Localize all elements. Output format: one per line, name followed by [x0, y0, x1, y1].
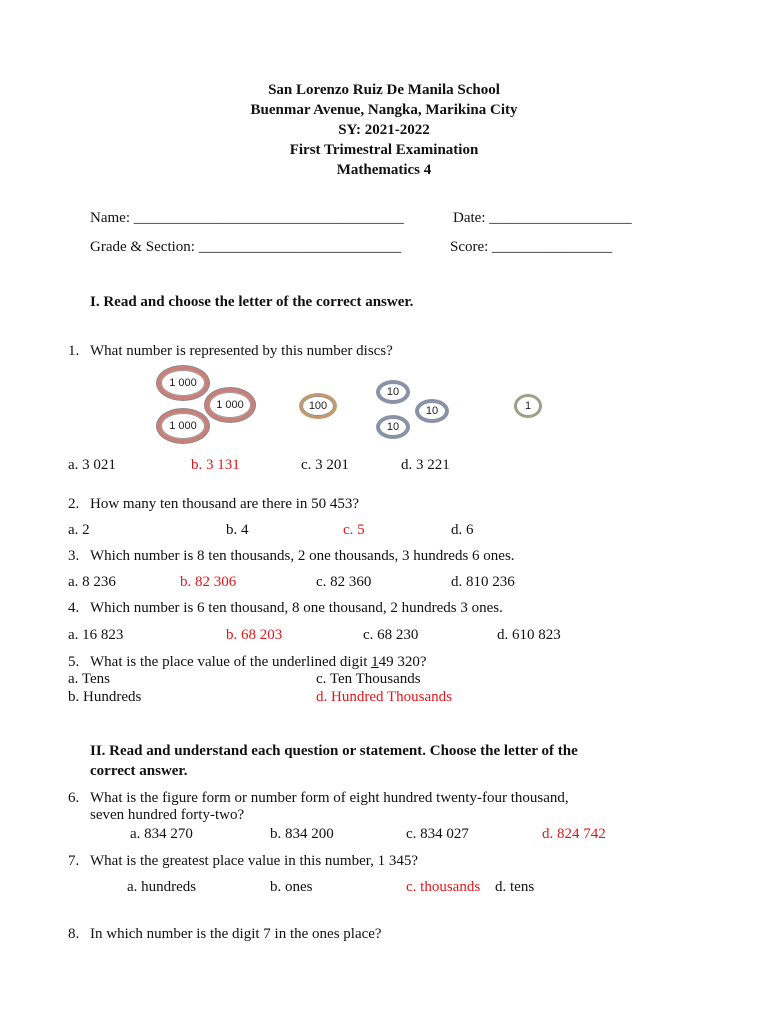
section-2-title-cont: correct answer. — [90, 763, 188, 779]
disc-thousand: 1 000 — [205, 388, 255, 422]
option-c[interactable]: c. 834 027 — [406, 826, 469, 842]
subject-title: Mathematics 4 — [336, 162, 432, 178]
option-b-answer[interactable]: b. 68 203 — [226, 627, 283, 643]
option-c-answer[interactable]: c. 5 — [343, 522, 365, 538]
question-text: What number is represented by this number discs? — [90, 343, 393, 359]
option-b[interactable]: b. ones — [270, 879, 313, 895]
option-d-answer[interactable]: d. Hundred Thousands — [316, 689, 452, 705]
option-c[interactable]: c. 68 230 — [363, 627, 419, 643]
section-2-title: II. Read and understand each question or statement. Choose the letter of the — [90, 743, 578, 759]
option-d-answer[interactable]: d. 824 742 — [542, 826, 606, 842]
disc-ten: 10 — [376, 380, 410, 404]
option-a[interactable]: a. 16 823 — [68, 627, 124, 643]
option-a[interactable]: a. 3 021 — [68, 457, 116, 473]
question-text: What is the figure form or number form of eight hundred twenty-four thousand, — [90, 790, 569, 806]
question-number: 2. — [68, 496, 80, 512]
option-d[interactable]: d. 810 236 — [451, 574, 515, 590]
score-field[interactable]: Score: ________________ — [450, 239, 613, 255]
disc-hundred: 100 — [299, 393, 337, 419]
option-a[interactable]: a. 2 — [68, 522, 90, 538]
option-c[interactable]: c. 3 201 — [301, 457, 349, 473]
disc-ten: 10 — [415, 399, 449, 423]
disc-thousand: 1 000 — [157, 409, 209, 443]
option-d[interactable]: d. 610 823 — [497, 627, 561, 643]
question-text: How many ten thousand are there in 50 453? — [90, 496, 360, 512]
option-b[interactable]: b. 834 200 — [270, 826, 334, 842]
question-text: What is the greatest place value in this number, 1 345? — [90, 853, 419, 869]
option-d[interactable]: d. 6 — [451, 522, 474, 538]
school-address: Buenmar Avenue, Nangka, Marikina City — [250, 102, 518, 118]
question-text: What is the place value of the underlined digit 149 320? — [90, 654, 427, 670]
question-number: 5. — [68, 654, 80, 670]
option-a[interactable]: a. 834 270 — [130, 826, 193, 842]
option-d[interactable]: d. tens — [495, 879, 535, 895]
question-number: 8. — [68, 926, 80, 942]
question-number: 6. — [68, 790, 80, 806]
question-number: 4. — [68, 600, 80, 616]
question-text: Which number is 6 ten thousand, 8 one thousand, 2 hundreds 3 ones. — [90, 600, 503, 616]
question-text-cont: seven hundred forty-two? — [90, 807, 245, 823]
underlined-digit: 1 — [371, 654, 379, 670]
question-number: 3. — [68, 548, 80, 564]
disc-thousand: 1 000 — [157, 366, 209, 400]
option-b[interactable]: b. 4 — [226, 522, 249, 538]
exam-header — [0, 80, 768, 180]
option-c-answer[interactable]: c. thousands — [406, 879, 481, 895]
school-year: SY: 2021-2022 — [338, 122, 430, 138]
option-c[interactable]: c. 82 360 — [316, 574, 372, 590]
option-c[interactable]: c. Ten Thousands — [316, 671, 421, 687]
section-1-title: I. Read and choose the letter of the correct answer. — [90, 294, 414, 310]
date-field[interactable]: Date: ___________________ — [453, 210, 632, 226]
option-b[interactable]: b. Hundreds — [68, 689, 142, 705]
option-a[interactable]: a. Tens — [68, 671, 110, 687]
option-a[interactable]: a. 8 236 — [68, 574, 116, 590]
option-b-answer[interactable]: b. 82 306 — [180, 574, 237, 590]
question-number: 7. — [68, 853, 80, 869]
disc-ten: 10 — [376, 415, 410, 439]
question-text: In which number is the digit 7 in the ones place? — [90, 926, 382, 942]
question-number: 1. — [68, 343, 80, 359]
option-b-answer[interactable]: b. 3 131 — [191, 457, 240, 473]
exam-title: First Trimestral Examination — [289, 142, 479, 158]
grade-section-field[interactable]: Grade & Section: ___________________________ — [90, 239, 402, 255]
school-name: San Lorenzo Ruiz De Manila School — [268, 82, 500, 98]
disc-one: 1 — [514, 394, 542, 418]
option-d[interactable]: d. 3 221 — [401, 457, 450, 473]
option-a[interactable]: a. hundreds — [127, 879, 197, 895]
name-field[interactable]: Name: ____________________________________ — [90, 210, 404, 226]
question-text: Which number is 8 ten thousands, 2 one thousands, 3 hundreds 6 ones. — [90, 548, 515, 564]
